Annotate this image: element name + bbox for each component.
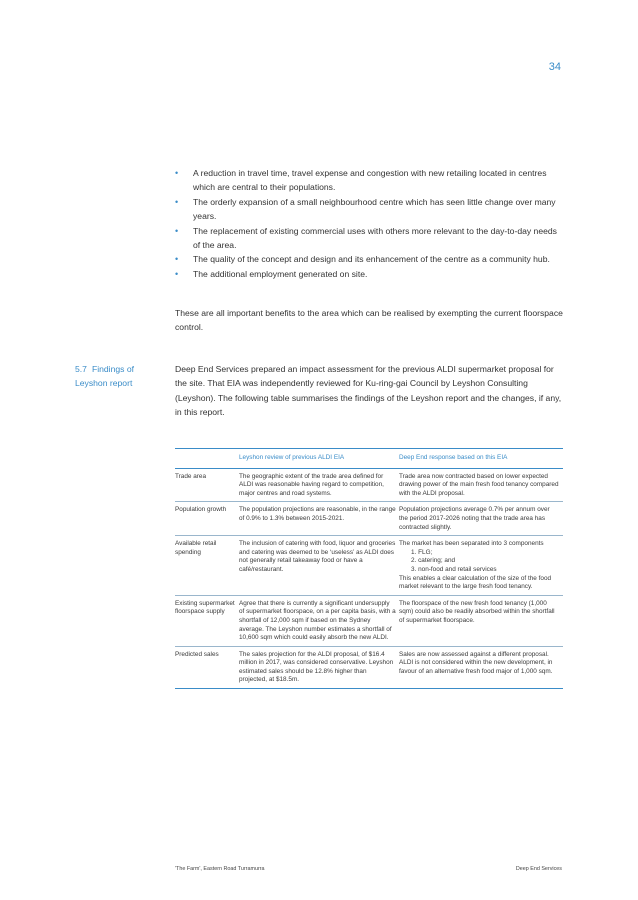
row-label: Population growth — [175, 502, 239, 536]
row-response: The floorspace of the new fresh food tenancy (1,000 sqm) could also be readily absorbed within the shortfall of supermarket floorspace. — [399, 595, 563, 646]
list-item: 1. FLG; — [411, 548, 433, 556]
row-response: Sales are now assessed against a different proposal. ALDI is not considered within the new development, in favour of an alternative fresh food major of 1,000 sqm. — [399, 646, 563, 688]
bullet-icon: • — [175, 254, 179, 265]
row-leyshon: Agree that there is currently a significant undersupply of supermarket floorspace, on a per capita basis, with a shortfall of 12,000 sqm if based on the Sydney average. The Leyshon number estimates a shortfall of 10,600 sqm which could easily absorb the new ALDI. — [239, 595, 399, 646]
benefits-bullet-list — [175, 166, 565, 281]
table-header-row — [175, 449, 563, 469]
list-item: 3. non-food and retail services — [411, 565, 497, 573]
row-label: Trade area — [175, 468, 239, 502]
bullet-item: • The replacement of existing commercial uses with others more relevant to the day-to-day needs of the area. — [175, 225, 557, 251]
response-list — [399, 549, 560, 575]
header-blank — [175, 449, 239, 469]
footer-project-name: 'The Farm', Eastern Road Turramurra — [175, 866, 265, 872]
row-label: Predicted sales — [175, 646, 239, 688]
bullet-icon: • — [175, 225, 179, 236]
header-leyshon: Leyshon review of previous ALDI EIA — [239, 449, 399, 469]
section-heading — [75, 362, 165, 391]
row-leyshon: The population projections are reasonable, in the range of 0.9% to 1.3% between 2015-2021. — [239, 502, 399, 536]
bullet-item: • A reduction in travel time, travel expense and congestion with new retailing located in centres which are central to their populations. — [175, 168, 547, 193]
bullet-icon: • — [175, 268, 179, 279]
findings-table — [175, 448, 563, 689]
table-row — [175, 595, 563, 646]
bullet-icon: • — [175, 196, 179, 207]
footer-company-name: Deep End Services — [515, 866, 562, 872]
row-label: Available retail spending — [175, 536, 239, 596]
benefits-paragraph: These are all important benefits to the area which can be realised by exempting the current floorspace control. — [175, 308, 563, 333]
bullet-item: • The orderly expansion of a small neighbourhood centre which has seen little change over many years. — [175, 196, 556, 222]
row-response: Population projections average 0.7% per annum over the period 2017-2026 noting that the trade area has contracted slightly. — [399, 502, 563, 536]
table-row — [175, 468, 563, 502]
list-item: 2. catering; and — [411, 557, 456, 565]
bullet-item: • The quality of the concept and design and its enhancement of the centre as a community hub. — [175, 252, 565, 266]
row-label: Existing supermarket floorspace supply — [175, 595, 239, 646]
table-row — [175, 536, 563, 596]
section-title: Findings of Leyshon report — [75, 364, 134, 389]
page-number: 34 — [548, 61, 561, 73]
response-intro: The market has been separated into 3 components — [399, 540, 544, 548]
table-row — [175, 646, 563, 688]
row-response: Trade area now contracted based on lower expected drawing power of the main fresh food tenancy compared with the ALDI proposal. — [399, 468, 563, 502]
row-leyshon: The geographic extent of the trade area defined for ALDI was reasonable having regard to competition, major centres and road systems. — [239, 468, 399, 502]
row-response — [399, 536, 563, 596]
table-row — [175, 502, 563, 536]
section-body: Deep End Services prepared an impact assessment for the previous ALDI supermarket proposal for the site. That EIA was independently reviewed for Ku-ring-gai Council by Leyshon Consulting (Leyshon). The following table summarises the findings of the Leyshon report and the changes, if any, in this report. — [175, 364, 562, 418]
bullet-item: • The additional employment generated on site. — [175, 267, 565, 281]
row-leyshon: The sales projection for the ALDI proposal, of $16.4 million in 2017, was considered conservative. Leyshon estimated sales should be 12.8% higher than projected, at $18.5m. — [239, 646, 399, 688]
header-response: Deep End response based on this EIA — [399, 449, 563, 469]
row-leyshon: The inclusion of catering with food, liquor and groceries and catering was deemed to be ‘useless’ as ALDI does not generally retail takeaway food or have a café/restaurant. — [239, 536, 399, 596]
response-outro: This enables a clear calculation of the size of the food market relevant to the large fresh food tenancy. — [399, 574, 552, 591]
bullet-icon: • — [175, 168, 179, 178]
section-number: 5.7 — [75, 364, 87, 374]
